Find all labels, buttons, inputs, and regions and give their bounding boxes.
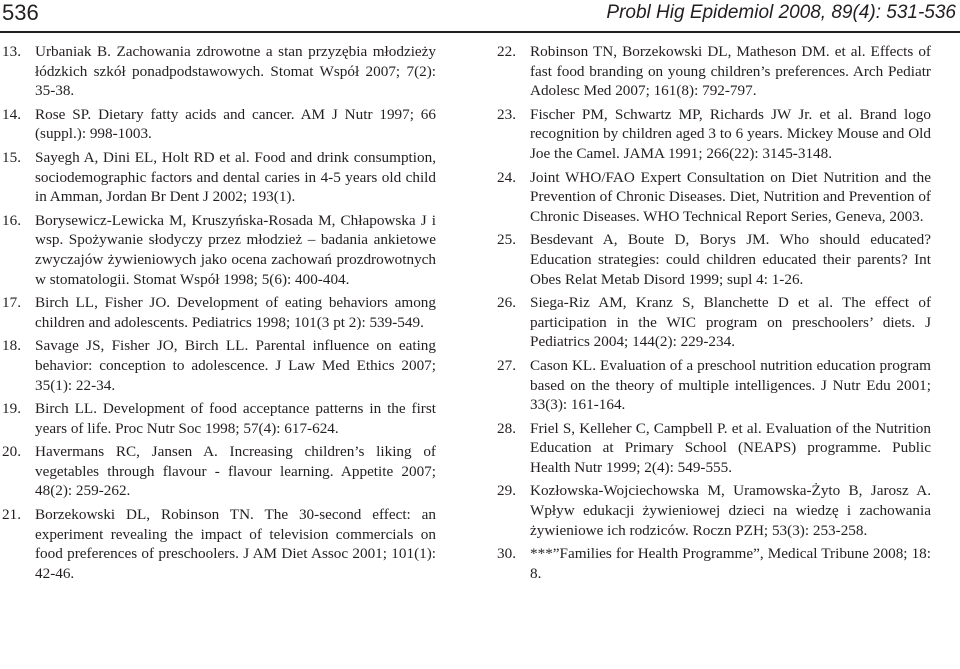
reference-text: Borysewicz-Lewicka M, Kruszyńska-Rosada M, Chłapowska J i wsp. Spożywanie słodyczy przez młodzież – badania ankietowe zwyczajów żywieniowych jako ocena zachowań prozdrowotnych w stomatologii. Stomat Współ 1998; 5(6): 400-404. [35, 211, 436, 288]
reference-number: 26. [497, 294, 516, 312]
reference-number: 21. [2, 506, 21, 524]
reference-text: Friel S, Kelleher C, Campbell P. et al. Evaluation of the Nutrition Education at Primary School (NEAPS) programme. Public Health Nutr 1999; 2(4): 549-555. [530, 419, 931, 476]
reference-text: Joint WHO/FAO Expert Consultation on Diet Nutrition and the Prevention of Chronic Diseases. Diet, Nutrition and Prevention of Chronic Diseases. WHO Technical Report Series, Geneva, 2003. [530, 168, 931, 225]
references-column-left [2, 42, 436, 587]
reference-text: Besdevant A, Boute D, Borys JM. Who should educated? Education strategies: could children educated their parents? Int Obes Relat Metab Disord 1999; supl 4: 1-26. [530, 231, 931, 288]
reference-number: 13. [2, 43, 21, 60]
reference-item [2, 211, 436, 289]
reference-item [497, 544, 931, 583]
reference-item [2, 336, 436, 395]
reference-number: 16. [2, 211, 21, 229]
reference-item [497, 168, 931, 227]
references-column-right [497, 42, 931, 587]
journal-citation: Probl Hig Epidemiol 2008, 89(4): 531-536 [606, 2, 956, 23]
reference-item [2, 442, 436, 501]
reference-number: 22. [497, 43, 516, 60]
reference-number: 19. [2, 400, 21, 418]
reference-item [2, 293, 436, 332]
reference-text: Cason KL. Evaluation of a preschool nutrition education program based on the theory of multiple intelligences. J Nutr Edu 2001; 33(3): 161-164. [530, 356, 931, 414]
reference-item [497, 419, 931, 478]
reference-item [497, 42, 931, 101]
reference-item [2, 148, 436, 207]
reference-text: Siega-Riz AM, Kranz S, Blanchette D et al. The effect of participation in the WIC program on preschoolers’ diets. J Pediatrics 2004; 144(2): 229-234. [530, 294, 931, 351]
reference-number: 15. [2, 148, 21, 166]
reference-text: Savage JS, Fisher JO, Birch LL. Parental influence on eating behavior: conception to adolescence. J Law Med Ethics 2007; 35(1): 22-34. [35, 337, 436, 394]
reference-item [497, 105, 931, 164]
reference-number: 18. [2, 337, 21, 355]
reference-number: 14. [2, 105, 21, 123]
reference-number: 20. [2, 443, 21, 461]
reference-text: Urbaniak B. Zachowania zdrowotne a stan przyzębia młodzieży łódzkich szkół ponadpodstawowych. Stomat Współ 2007; 7(2): 35-38. [35, 43, 436, 100]
reference-number: 23. [497, 105, 516, 123]
reference-item [2, 42, 436, 101]
reference-text: Fischer PM, Schwartz MP, Richards JW Jr. et al. Brand logo recognition by children aged 3 to 6 years. Mickey Mouse and Old Joe the Camel. JAMA 1991; 266(22): 3145-3148. [530, 105, 931, 162]
reference-list-left [2, 42, 436, 583]
page-header [0, 0, 960, 36]
reference-item [2, 105, 436, 144]
reference-number: 28. [497, 419, 516, 437]
reference-text: Birch LL, Fisher JO. Development of eating behaviors among children and adolescents. Pediatrics 1998; 101(3 pt 2): 539-549. [35, 294, 436, 331]
reference-text: ***”Families for Health Programme”, Medical Tribune 2008; 18: 8. [530, 545, 931, 582]
reference-number: 27. [497, 356, 516, 374]
reference-text: Robinson TN, Borzekowski DL, Matheson DM. et al. Effects of fast food branding on young children’s preferences. Arch Pediatr Adolesc Med 2007; 161(8): 792-797. [530, 43, 931, 100]
reference-item [497, 230, 931, 289]
reference-item [2, 399, 436, 438]
reference-text: Rose SP. Dietary fatty acids and cancer. AM J Nutr 1997; 66 (suppl.): 998-1003. [35, 105, 436, 143]
page-number: 536 [2, 0, 39, 25]
reference-item [2, 505, 436, 583]
reference-item [497, 356, 931, 415]
reference-text: Borzekowski DL, Robinson TN. The 30-second effect: an experiment revealing the impact of television commercials on food preferences of preschoolers. J AM Diet Assoc 2001; 101(1): 42-46. [35, 506, 436, 582]
reference-text: Kozłowska-Wojciechowska M, Uramowska-Żyto B, Jarosz A. Wpływ edukacji żywieniowej dzieci na wiedzę i zachowania żywieniowe ich rodziców. Roczn PZH; 53(3): 253-258. [530, 482, 931, 539]
reference-text: Sayegh A, Dini EL, Holt RD et al. Food and drink consumption, sociodemographic factors and dental caries in 4-5 years old child in Amman, Jordan Br Dent J 2002; 193(1). [35, 148, 436, 206]
reference-number: 24. [497, 168, 516, 186]
header-rule [0, 31, 960, 33]
reference-number: 17. [2, 294, 21, 312]
reference-text: Birch LL. Development of food acceptance patterns in the first years of life. Proc Nutr Soc 1998; 57(4): 617-624. [35, 400, 436, 437]
reference-text: Havermans RC, Jansen A. Increasing children’s liking of vegetables through flavour - flavour learning. Appetite 2007; 48(2): 259-262. [35, 443, 436, 500]
reference-number: 30. [497, 545, 516, 563]
reference-item [497, 293, 931, 352]
reference-item [497, 481, 931, 540]
reference-number: 29. [497, 482, 516, 500]
reference-list-right [497, 42, 931, 583]
reference-number: 25. [497, 231, 516, 249]
